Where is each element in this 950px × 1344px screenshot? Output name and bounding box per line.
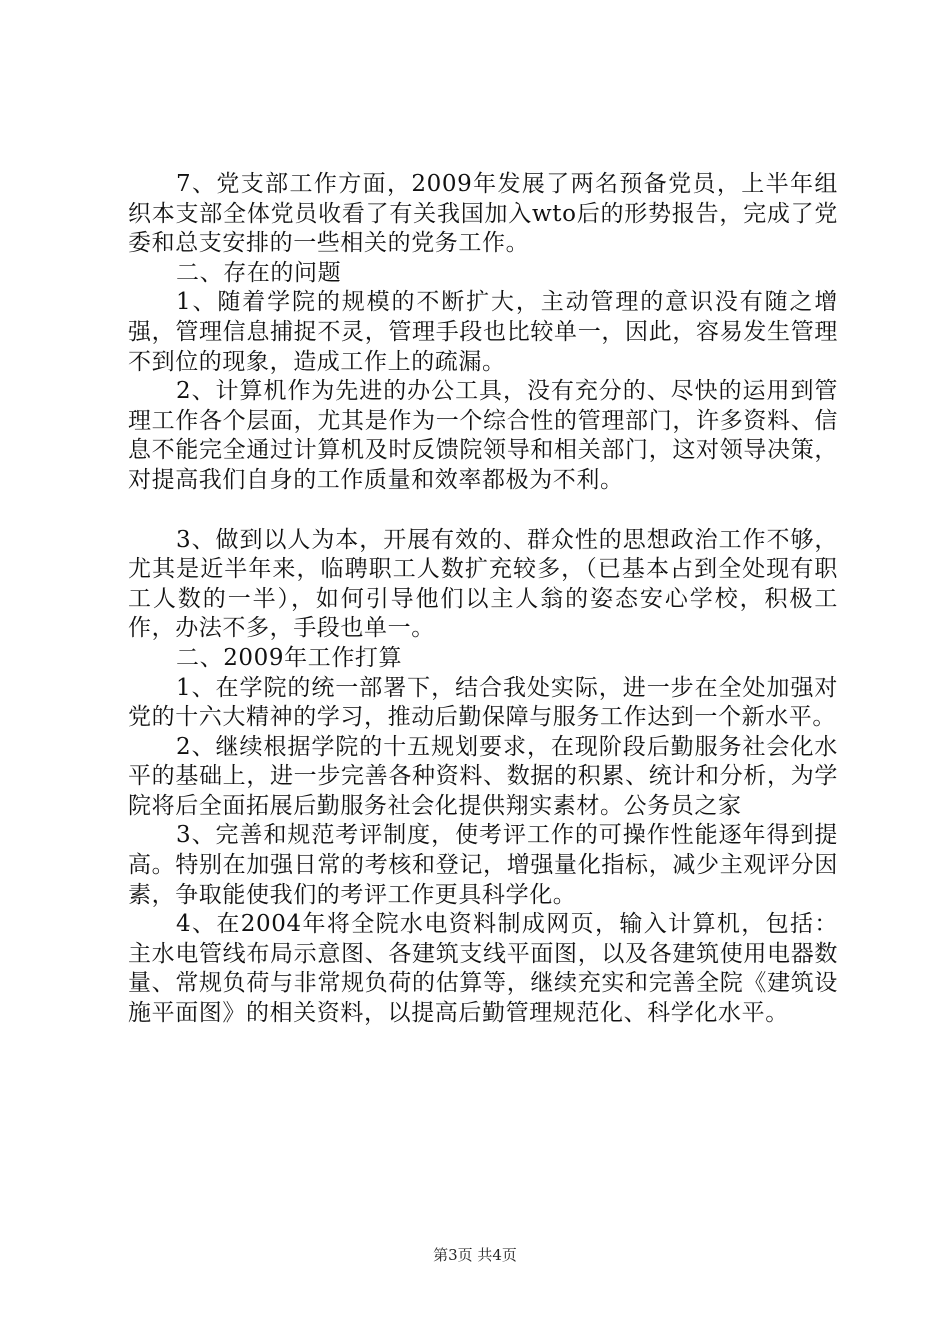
- paragraph-plan-2: 2、继续根据学院的十五规划要求，在现阶段后勤服务社会化水平的基础上，进一步完善各种资料、数据的积累、统计和分析，为学院将后全面拓展后勤服务社会化提供翔实素材。公务员之家: [128, 733, 838, 819]
- paragraph-problem-1: 1、随着学院的规模的不断扩大，主动管理的意识没有随之增强，管理信息捕捉不灵，管理手段也比较单一，因此，容易发生管理不到位的现象，造成工作上的疏漏。: [128, 289, 838, 375]
- paragraph-party-branch-work: 7、党支部工作方面，2009年发展了两名预备党员，上半年组织本支部全体党员收看了有关我国加入wto后的形势报告，完成了党委和总支安排的一些相关的党务工作。: [128, 171, 838, 257]
- paragraph-gap: [128, 496, 838, 526]
- paragraph-plan-3: 3、完善和规范考评制度，使考评工作的可操作性能逐年得到提高。特别在加强日常的考核和登记，增强量化指标，减少主观评分因素，争取能使我们的考评工作更具科学化。: [128, 822, 838, 908]
- paragraph-problem-3: 3、做到以人为本，开展有效的、群众性的思想政治工作不够，尤其是近半年来，临聘职工人数扩充较多，（已基本占到全处现有职工人数的一半），如何引导他们以主人翁的姿态安心学校，积极工作，办法不多，手段也单一。: [128, 526, 838, 642]
- page-footer: 第3页 共4页: [433, 1246, 517, 1264]
- paragraph-plan-4: 4、在2004年将全院水电资料制成网页，输入计算机，包括：主水电管线布局示意图、各建筑支线平面图，以及各建筑使用电器数量、常规负荷与非常规负荷的估算等，继续充实和完善全院《建筑设施平面图》的相关资料，以提高后勤管理规范化、科学化水平。: [128, 911, 838, 1027]
- paragraph-problem-2: 2、计算机作为先进的办公工具，没有充分的、尽快的运用到管理工作各个层面，尤其是作为一个综合性的管理部门，许多资料、信息不能完全通过计算机及时反馈院领导和相关部门，这对领导决策，对提高我们自身的工作质量和效率都极为不利。: [128, 378, 838, 493]
- document-body: [128, 170, 838, 1029]
- paragraph-plan-1: 1、在学院的统一部署下，结合我处实际，进一步在全处加强对党的十六大精神的学习，推动后勤保障与服务工作达到一个新水平。: [128, 674, 838, 731]
- heading-work-plan: 二、2009年工作打算: [176, 644, 403, 671]
- heading-existing-problems: 二、存在的问题: [176, 259, 342, 286]
